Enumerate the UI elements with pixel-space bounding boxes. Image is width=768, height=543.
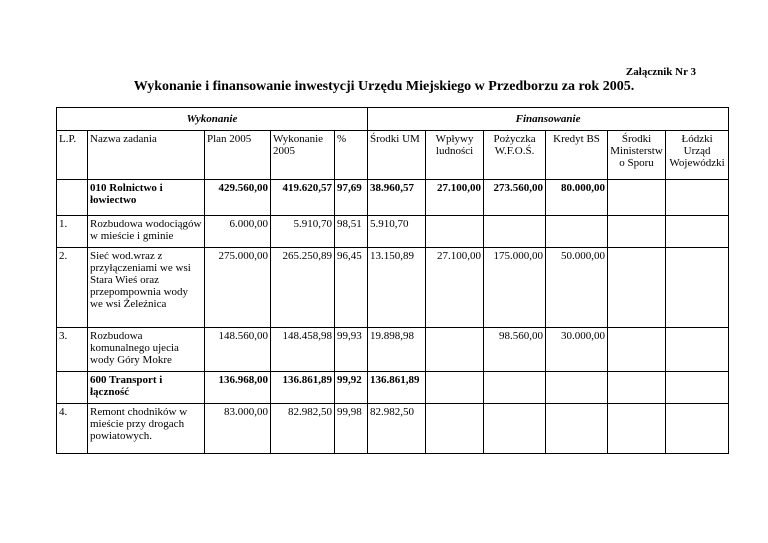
cell-kredyt: [546, 372, 608, 404]
cell-lp: [57, 180, 88, 216]
cell-wplywy: [426, 404, 484, 454]
cell-lp: [57, 372, 88, 404]
cell-plan: 275.000,00: [205, 248, 271, 328]
col-header-pozyczka: Pożyczka W.F.O.Ś.: [484, 131, 546, 180]
investment-table: [56, 107, 729, 454]
cell-pct: 99,98: [335, 404, 368, 454]
cell-name: Sieć wod.wraz z przyłączeniami we wsi Stara Wieś oraz przepompownia wody we wsi Żeleźnica: [88, 248, 205, 328]
document-title: Wykonanie i finansowanie inwestycji Urzędu Miejskiego w Przedborzu za rok 2005.: [133, 79, 635, 94]
cell-name: Rozbudowa wodociągów w mieście i gminie: [88, 216, 205, 248]
financing-group-header: Finansowanie: [368, 108, 729, 131]
cell-wyk: 136.861,89: [271, 372, 335, 404]
cell-wyk: 82.982,50: [271, 404, 335, 454]
cell-ministerstwo: [608, 328, 666, 372]
cell-plan: 136.968,00: [205, 372, 271, 404]
cell-wyk: 5.910,70: [271, 216, 335, 248]
column-header-row: [57, 131, 729, 180]
cell-name: 010 Rolnictwo i łowiectwo: [88, 180, 205, 216]
cell-wplywy: [426, 372, 484, 404]
cell-wyk: 148.458,98: [271, 328, 335, 372]
cell-kredyt: 50.000,00: [546, 248, 608, 328]
cell-pozyczka: 273.560,00: [484, 180, 546, 216]
cell-pozyczka: [484, 372, 546, 404]
cell-uw: [666, 180, 729, 216]
cell-kredyt: [546, 404, 608, 454]
cell-wplywy: 27.100,00: [426, 180, 484, 216]
col-header-srodki-um: Środki UM: [368, 131, 426, 180]
cell-lp: 2.: [57, 248, 88, 328]
table-row: [57, 404, 729, 454]
cell-wplywy: [426, 328, 484, 372]
cell-name: Rozbudowa komunalnego ujecia wody Góry Mokre: [88, 328, 205, 372]
cell-um: 38.960,57: [368, 180, 426, 216]
cell-lp: 3.: [57, 328, 88, 372]
cell-name: Remont chodników w mieście przy drogach powiatowych.: [88, 404, 205, 454]
cell-pct: 97,69: [335, 180, 368, 216]
cell-uw: [666, 328, 729, 372]
cell-uw: [666, 372, 729, 404]
cell-pozyczka: 98.560,00: [484, 328, 546, 372]
execution-group-header: Wykonanie: [57, 108, 368, 131]
cell-um: 19.898,98: [368, 328, 426, 372]
cell-name: 600 Transport i łączność: [88, 372, 205, 404]
col-header-execution: Wykonanie 2005: [271, 131, 335, 180]
col-header-kredyt: Kredyt BS: [546, 131, 608, 180]
cell-um: 82.982,50: [368, 404, 426, 454]
cell-ministerstwo: [608, 216, 666, 248]
cell-uw: [666, 404, 729, 454]
cell-ministerstwo: [608, 248, 666, 328]
cell-pozyczka: [484, 404, 546, 454]
table-row: [57, 216, 729, 248]
cell-kredyt: 80.000,00: [546, 180, 608, 216]
cell-um: 5.910,70: [368, 216, 426, 248]
cell-pct: 99,92: [335, 372, 368, 404]
cell-ministerstwo: [608, 180, 666, 216]
cell-plan: 83.000,00: [205, 404, 271, 454]
cell-ministerstwo: [608, 404, 666, 454]
col-header-percent: %: [335, 131, 368, 180]
col-header-wplywy: Wpływy ludności: [426, 131, 484, 180]
cell-um: 13.150,89: [368, 248, 426, 328]
cell-kredyt: 30.000,00: [546, 328, 608, 372]
cell-pct: 96,45: [335, 248, 368, 328]
cell-wplywy: [426, 216, 484, 248]
cell-ministerstwo: [608, 372, 666, 404]
table-row: [57, 180, 729, 216]
cell-plan: 6.000,00: [205, 216, 271, 248]
cell-pozyczka: 175.000,00: [484, 248, 546, 328]
cell-wyk: 419.620,57: [271, 180, 335, 216]
cell-uw: [666, 216, 729, 248]
cell-pct: 98,51: [335, 216, 368, 248]
col-header-uw: Łódzki Urząd Wojewódzki: [666, 131, 729, 180]
cell-pct: 99,93: [335, 328, 368, 372]
col-header-name: Nazwa zadania: [88, 131, 205, 180]
table-row: [57, 372, 729, 404]
cell-wplywy: 27.100,00: [426, 248, 484, 328]
annex-label: Załącznik Nr 3: [625, 66, 696, 78]
cell-plan: 148.560,00: [205, 328, 271, 372]
col-header-lp: L.P.: [57, 131, 88, 180]
col-header-ministerstwo: Środki Ministerstw o Sporu: [608, 131, 666, 180]
cell-um: 136.861,89: [368, 372, 426, 404]
cell-uw: [666, 248, 729, 328]
table-row: [57, 248, 729, 328]
cell-lp: 1.: [57, 216, 88, 248]
cell-lp: 4.: [57, 404, 88, 454]
cell-plan: 429.560,00: [205, 180, 271, 216]
col-header-plan: Plan 2005: [205, 131, 271, 180]
table-row: [57, 328, 729, 372]
cell-kredyt: [546, 216, 608, 248]
cell-pozyczka: [484, 216, 546, 248]
cell-wyk: 265.250,89: [271, 248, 335, 328]
